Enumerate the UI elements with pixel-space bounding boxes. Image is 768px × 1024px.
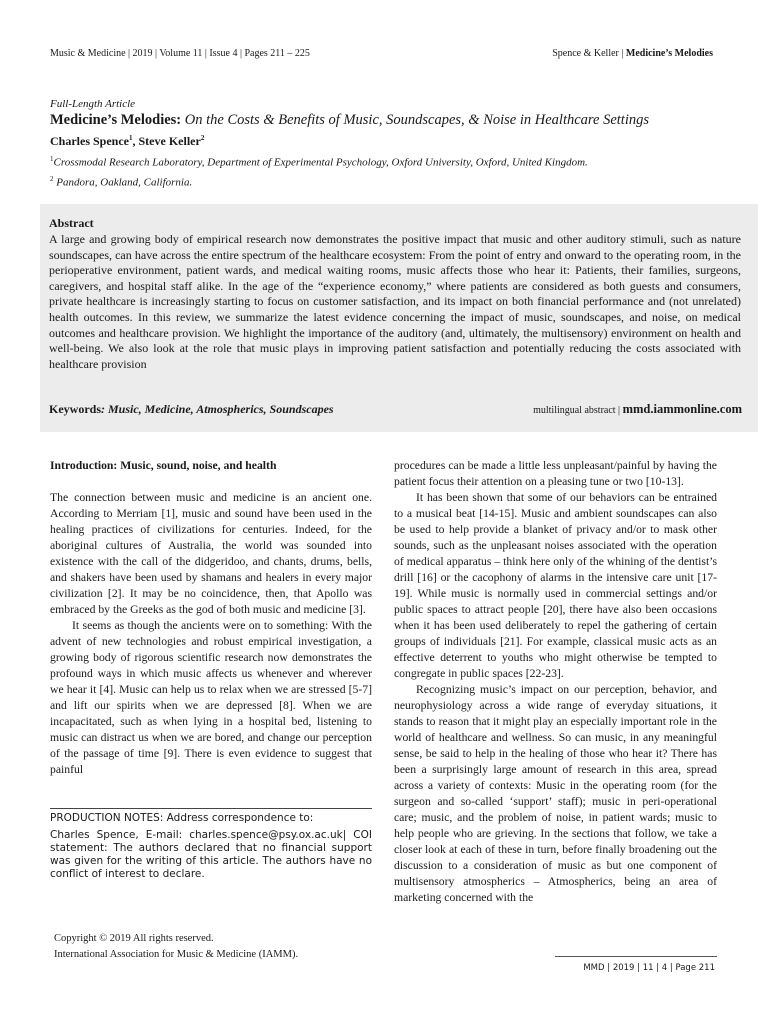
author-2-sup: 2	[200, 134, 205, 142]
author-list	[50, 130, 728, 149]
body-paragraph: procedures can be made a little less unpleasant/painful by having the patient focus their attention on a pleasing tune or two [10-13].	[394, 459, 717, 488]
publisher-line: International Association for Music & Medicine (IAMM).	[54, 949, 299, 960]
body-paragraph: Recognizing music’s impact on our perception, behavior, and neurophysiology across a wide range of everyday situations, it stands to reason that it might play an especially important role in the world of healthcare and wellness. So can music, in any meaningful sense, be said to help in the healing of those who hear it? There has been a surprisingly large amount of research in this area, spread across a variety of contexts: Music in the operating room (for the surgeon and so-called ‘support’ staff); music in peri-operational care; music, and the problem of noise, in patient wards; music to help people who are grieving. In the sections that follow, we take a closer look at each of these in turn, before finally broadening out the discussion to a consideration of music as but one component of multisensory atmospherics – Atmospherics, being an area of marketing concerned with the	[394, 683, 717, 904]
body-paragraph: It has been shown that some of our behaviors can be entrained to a musical beat [14-15]. Music and ambient soundscapes can also be used to help provide a blanket of privacy and/or to mask other sounds, such as the unpleasant noises associated with the operation of medical apparatus – think here only of the whining of the dentist’s drill [16] or the cacophony of alarms in the intensive care unit [17-19]. While music is normally used in commercial settings and/or public spaces to attract people [20], there have also been occasions when it has been used deliberately to repel the gathering of certain groups of individuals [21]. For example, classical music acts as an effective deterrent to youths who might otherwise be tempted to congregate in public spaces [22-23].	[394, 491, 717, 680]
affiliations	[50, 151, 728, 190]
page-header	[50, 48, 713, 64]
body-column-right	[394, 458, 717, 906]
page-footer: MMD | 2019 | 11 | 4 | Page 211	[583, 963, 715, 973]
article-type-label: Full-Length Article	[50, 98, 136, 110]
copyright-line: Copyright © 2019 All rights reserved.	[54, 933, 214, 944]
journal-info: Music & Medicine | 2019 | Volume 11 | Issue 4 | Pages 211 – 225	[50, 48, 310, 59]
running-title: Medicine’s Melodies	[625, 48, 713, 59]
running-authors: Spence & Keller |	[552, 48, 624, 59]
author-1: Charles Spence	[50, 134, 129, 148]
title-block	[50, 98, 728, 190]
multilingual-abstract	[533, 402, 742, 417]
production-notes	[50, 808, 372, 885]
author-1-sup: 1	[129, 134, 133, 142]
keywords	[49, 402, 334, 417]
body-paragraph: It seems as though the ancients were on to something: With the advent of new technologies and robust empirical investigation, a growing body of rigorous scientific research now demonstrates the profound ways in which music affects us whenever and wherever we hear it [4]. Music can help us to relax when we are stressed [5-7] and lift our spirits when we are depressed [8]. When we are incapacitated, such as when lying in a hospital bed, listening to music can distract us when we are bored, and change our perception of the passage of time [9]. There is even evidence to suggest that painful	[50, 619, 372, 776]
multilingual-label: multilingual abstract |	[533, 405, 621, 416]
author-2: Steve Keller	[138, 134, 201, 148]
title-subtitle: On the Costs & Benefits of Music, Soundscapes, & Noise in Healthcare Settings	[184, 112, 649, 128]
article-title	[50, 111, 728, 129]
affiliation-2: Pandora, Oakland, California.	[56, 176, 193, 189]
production-notes-heading: PRODUCTION NOTES: Address correspondence to:	[50, 812, 314, 824]
running-head	[552, 48, 713, 59]
keywords-list: : Music, Medicine, Atmospherics, Soundscapes	[101, 402, 334, 416]
affil-2-sup: 2	[50, 174, 54, 183]
keywords-label: Keywords	[49, 402, 101, 416]
abstract-text: A large and growing body of empirical research now demonstrates the positive impact that music and other auditory stimuli, such as nature soundscapes, can have across the entire spectrum of the healthcare ecosystem: From the point of entry and onward to the operating room, in the perioperative environment, patient wards, and medical waiting rooms, music affects those who hear it: Patients, their families, surgeons, caregivers, and hospital staff alike. In the age of the “experience economy,” where patients are considered as both guests and consumers, private healthcare is increasingly starting to focus on customer satisfaction, and its impact on both financial performance and (not unrelated) health outcomes. In this review, we summarize the latest evidence concerning the impact of music, soundscapes, and noise, on medical outcomes and healthcare provision. We highlight the importance of the auditory (and, ultimately, the multisensory) environment on health and well-being. We also look at the role that music plays in improving patient satisfaction and potentially reducing the costs associated with healthcare provision	[49, 232, 741, 371]
multilingual-link[interactable]: mmd.iammonline.com	[622, 402, 742, 416]
abstract-heading: Abstract	[49, 216, 94, 230]
title-main: Medicine’s Melodies:	[50, 112, 182, 128]
affiliation-1: Crossmodal Research Laboratory, Department of Experimental Psychology, Oxford University, Oxford, United Kingdom.	[53, 156, 588, 169]
section-heading: Introduction: Music, sound, noise, and health	[50, 459, 277, 472]
affil-1-sup: 1	[50, 155, 54, 163]
author-separator: ,	[132, 134, 139, 148]
abstract-box	[40, 204, 758, 432]
copyright-block	[54, 931, 298, 963]
body-column-left	[50, 458, 372, 778]
production-notes-text: Charles Spence, E-mail: charles.spence@psy.ox.ac.uk| COI statement: The authors declared that no financial support was given for the writing of this article. The authors have no conflict of interest to declare.	[50, 829, 372, 880]
body-paragraph: The connection between music and medicine is an ancient one. According to Merriam [1], music and sound have been used in the healing practices of civilizations for centuries. Indeed, for the aboriginal cultures of Australia, the world was sounded into existence with the call of the didgeridoo, and chants, drums, bells, and shakers have been used by shamans and healers in every major civilization [2]. It may be no coincidence, then, that Apollo was embraced by the Greeks as the god of both music and medicine [3].	[50, 491, 372, 616]
footer-divider	[555, 956, 717, 957]
